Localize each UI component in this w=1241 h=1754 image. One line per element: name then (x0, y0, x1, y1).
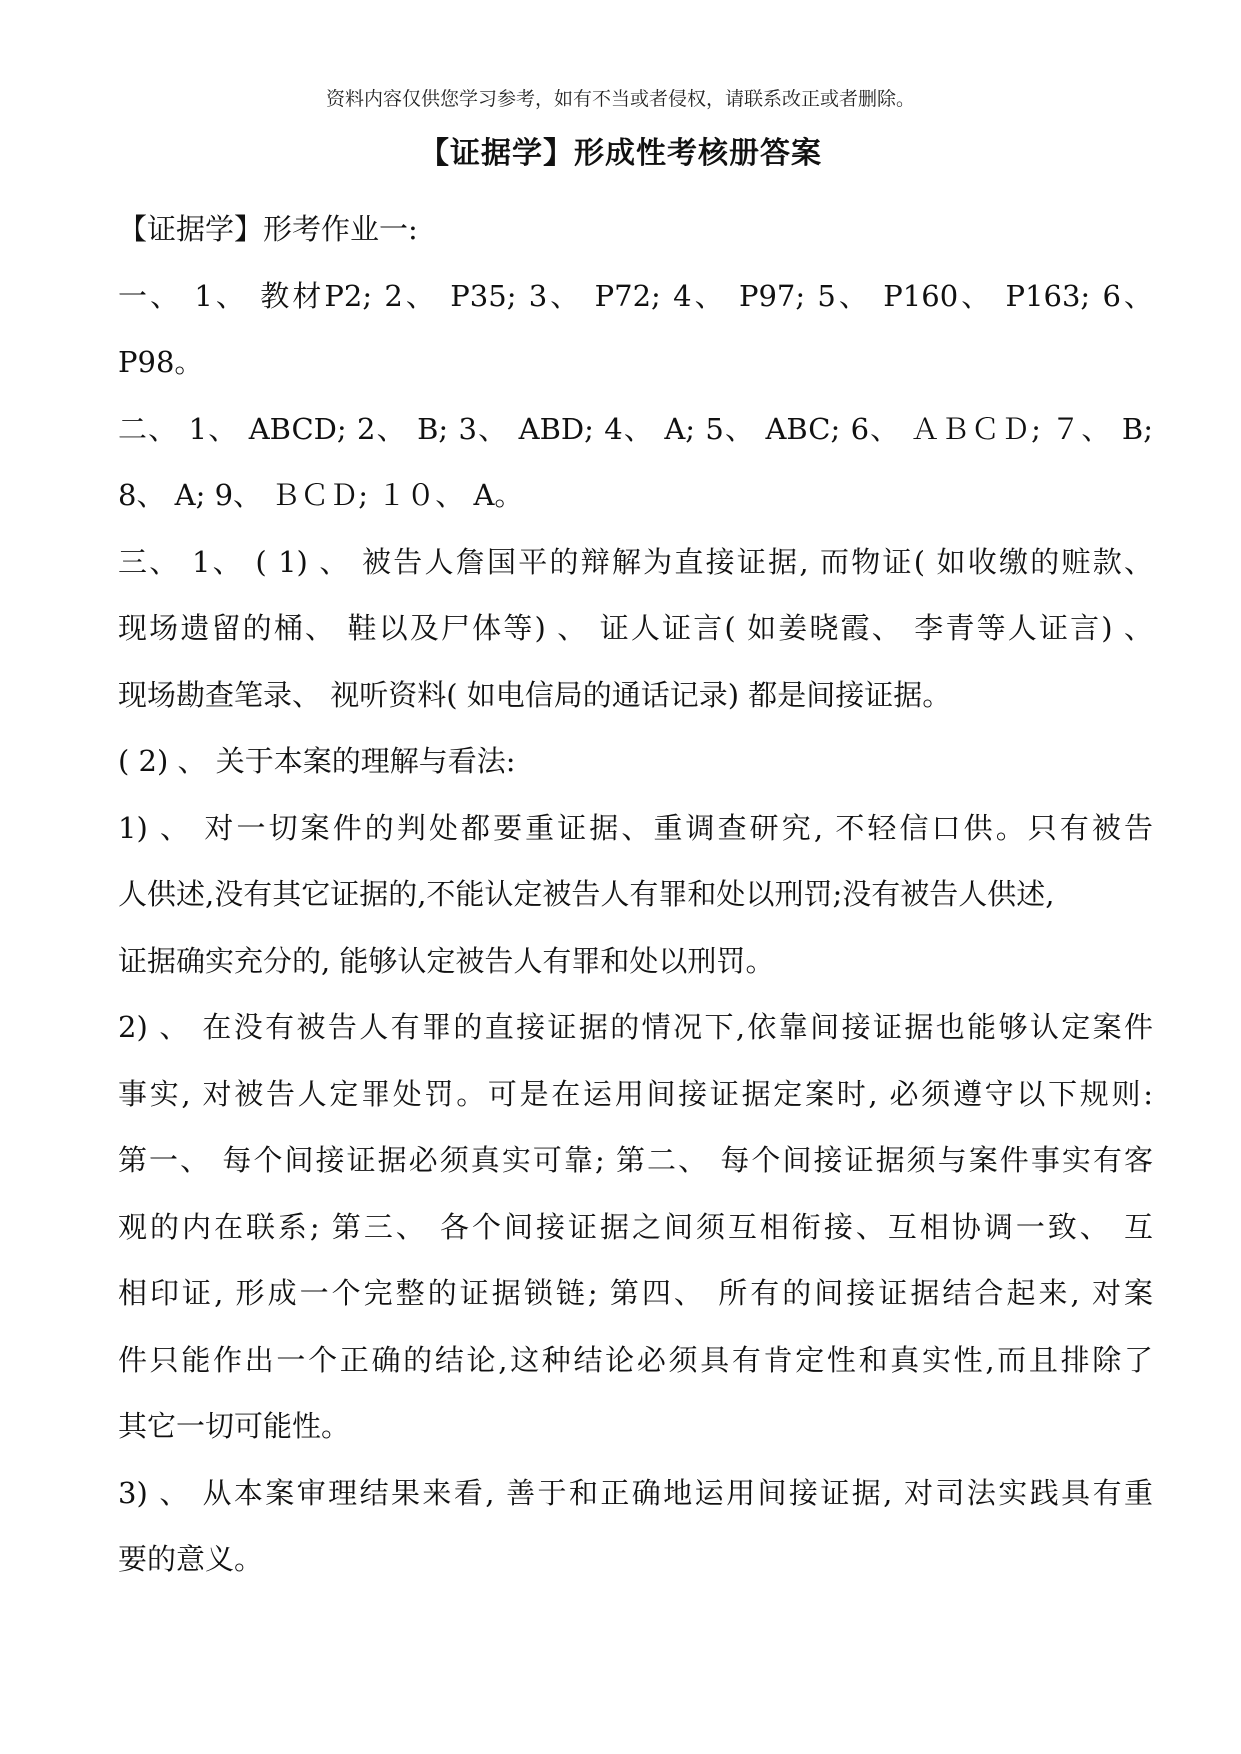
text-line: 观的内在联系; 第三、 各个间接证据之间须互相衔接、互相协调一致、 互 (118, 1209, 1153, 1244)
text-line: 8、 A; 9、 ＢＣＤ; １０、 A。 (118, 478, 524, 512)
document-body (118, 196, 1153, 1593)
text-line: 其它一切可能性。 (118, 1409, 351, 1443)
text-line: 2) 、 在没有被告人有罪的直接证据的情况下,依靠间接证据也能够认定案件 (118, 1010, 1153, 1044)
text-line: 现场遗留的桶、 鞋以及尸体等) 、 证人证言( 如姜晓霞、 李青等人证言) 、 (118, 611, 1153, 645)
text-line: 事实, 对被告人定罪处罚。可是在运用间接证据定案时, 必须遵守以下规则: (118, 1076, 1153, 1111)
text-line: ( 2) 、 关于本案的理解与看法: (118, 744, 516, 778)
document-title: 【证据学】形成性考核册答案 (419, 136, 822, 171)
text-line: 件只能作出一个正确的结论,这种结论必须具有肯定性和真实性,而且排除了 (118, 1342, 1153, 1377)
text-line: P98。 (118, 345, 204, 379)
text-line: 现场勘查笔录、 视听资料( 如电信局的通话记录) 都是间接证据。 (118, 677, 952, 712)
text-line: 1) 、 对一切案件的判处都要重证据、重调查研究, 不轻信口供。只有被告 (118, 810, 1153, 845)
text-line: 第一、 每个间接证据必须真实可靠; 第二、 每个间接证据须与案件事实有客 (118, 1143, 1153, 1177)
text-line: 相印证, 形成一个完整的证据锁链; 第四、 所有的间接证据结合起来, 对案 (118, 1276, 1153, 1310)
text-line: 三、 1、 ( 1) 、 被告人詹国平的辩解为直接证据, 而物证( 如收缴的赃款、 (118, 544, 1153, 579)
text-line: 人供述,没有其它证据的,不能认定被告人有罪和处以刑罚;没有被告人供述, (118, 877, 1055, 911)
text-line: 证据确实充分的, 能够认定被告人有罪和处以刑罚。 (118, 943, 775, 978)
section-heading: 【证据学】形考作业一: (118, 212, 418, 246)
text-line: 要的意义。 (118, 1542, 264, 1576)
header-disclaimer: 资料内容仅供您学习参考，如有不当或者侵权，请联系改正或者删除。 (325, 88, 915, 110)
text-line: 3) 、 从本案审理结果来看, 善于和正确地运用间接证据, 对司法实践具有重 (118, 1475, 1153, 1510)
text-line: 一、 1、 教材P2; 2、 P35; 3、 P72; 4、 P97; 5、 P160、 P163; 6、 (118, 278, 1153, 313)
text-line: 二、 1、 ABCD; 2、 B; 3、 ABD; 4、 A; 5、 ABC; 6、 ＡＢＣＤ; ７、 B; (118, 411, 1153, 446)
